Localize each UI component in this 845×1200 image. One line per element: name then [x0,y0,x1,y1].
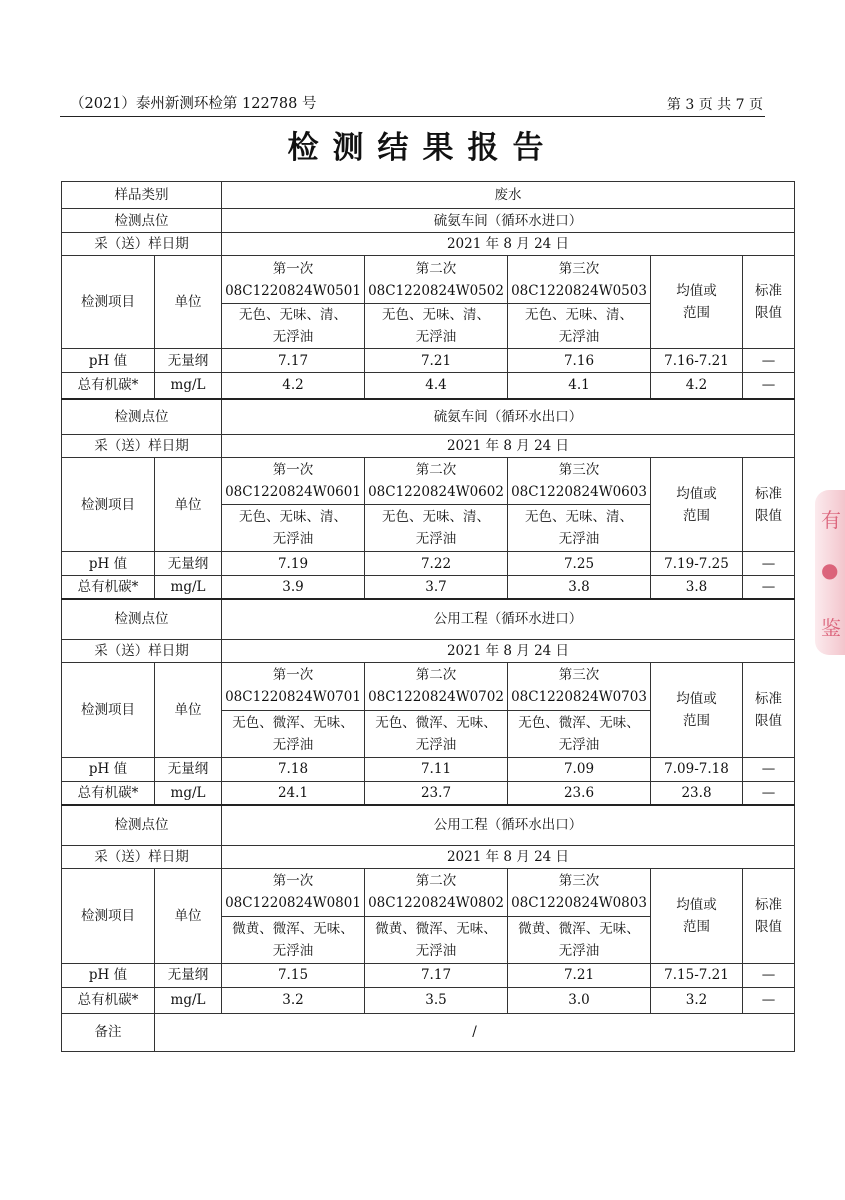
date-label: 采（送）样日期 [62,435,222,458]
item-unit: mg/L [155,987,222,1013]
appearance-cell: 无色、微浑、无味、 无浮油 [365,710,508,757]
item-name: pH 值 [62,552,155,576]
avg-header: 均值或 范围 [651,868,743,963]
page-info: 第 3 页 共 7 页 [666,97,763,113]
item-header: 检测项目 [62,256,155,349]
date-value: 2021 年 8 月 24 日 [222,639,795,662]
result-value: 23.7 [365,781,508,805]
item-name: pH 值 [62,963,155,987]
result-value: 7.17 [222,349,365,373]
limit-header: 标准 限值 [743,458,795,552]
item-header: 检测项目 [62,868,155,963]
limit-value: — [743,552,795,576]
red-seal-stamp: 有 ● 鉴 [815,490,845,655]
result-value: 3.7 [365,576,508,600]
appearance-cell: 无色、微浑、无味、 无浮油 [508,710,651,757]
item-name: pH 值 [62,349,155,373]
result-value: 3.8 [508,576,651,600]
avg-value: 4.2 [651,373,743,399]
item-unit: 无量纲 [155,963,222,987]
result-value: 24.1 [222,781,365,805]
appearance-cell: 微黄、微浑、无味、 无浮油 [508,916,651,963]
result-value: 3.0 [508,987,651,1013]
avg-value: 7.09-7.18 [651,757,743,781]
appearance-cell: 无色、无味、清、 无浮油 [508,505,651,552]
unit-header: 单位 [155,256,222,349]
avg-value: 23.8 [651,781,743,805]
appearance-cell: 无色、无味、清、 无浮油 [365,304,508,349]
limit-value: — [743,987,795,1013]
appearance-cell: 无色、无味、清、 无浮油 [222,505,365,552]
appearance-cell: 微黄、微浑、无味、 无浮油 [365,916,508,963]
result-value: 4.4 [365,373,508,399]
point-label: 检测点位 [62,805,222,845]
date-label: 采（送）样日期 [62,233,222,256]
sample-code-cell: 第一次 08C1220824W0601 [222,458,365,505]
sample-code-cell: 第二次 08C1220824W0602 [365,458,508,505]
appearance-cell: 微黄、微浑、无味、 无浮油 [222,916,365,963]
item-unit: mg/L [155,576,222,600]
result-value: 3.9 [222,576,365,600]
result-value: 7.17 [365,963,508,987]
unit-header: 单位 [155,868,222,963]
item-header: 检测项目 [62,662,155,757]
remark-value: / [155,1013,795,1051]
result-value: 7.15 [222,963,365,987]
sample-code-cell: 第一次 08C1220824W0801 [222,868,365,916]
result-value: 4.2 [222,373,365,399]
sample-code-cell: 第一次 08C1220824W0501 [222,256,365,304]
results-table [61,181,795,1052]
result-value: 23.6 [508,781,651,805]
avg-header: 均值或 范围 [651,662,743,757]
report-number: （2021）泰州新测环检第 122788 号 [70,96,317,112]
appearance-cell: 无色、无味、清、 无浮油 [365,505,508,552]
item-name: 总有机碳* [62,373,155,399]
point-label: 检测点位 [62,209,222,233]
unit-header: 单位 [155,662,222,757]
item-unit: mg/L [155,373,222,399]
avg-header: 均值或 范围 [651,458,743,552]
result-value: 3.2 [222,987,365,1013]
unit-header: 单位 [155,458,222,552]
sample-code-cell: 第三次 08C1220824W0803 [508,868,651,916]
remark-label: 备注 [62,1013,155,1051]
appearance-cell: 无色、无味、清、 无浮油 [508,304,651,349]
point-value: 硫氨车间（循环水进口） [222,209,795,233]
result-value: 7.19 [222,552,365,576]
limit-value: — [743,963,795,987]
avg-value: 7.15-7.21 [651,963,743,987]
point-value: 公用工程（循环水出口） [222,805,795,845]
limit-value: — [743,373,795,399]
result-value: 7.22 [365,552,508,576]
avg-value: 7.16-7.21 [651,349,743,373]
avg-header: 均值或 范围 [651,256,743,349]
result-value: 7.21 [508,963,651,987]
date-value: 2021 年 8 月 24 日 [222,435,795,458]
result-value: 7.09 [508,757,651,781]
item-name: 总有机碳* [62,781,155,805]
date-value: 2021 年 8 月 24 日 [222,845,795,868]
sample-code-cell: 第三次 08C1220824W0703 [508,662,651,710]
item-unit: mg/L [155,781,222,805]
avg-value: 7.19-7.25 [651,552,743,576]
limit-value: — [743,757,795,781]
sample-type-value: 废水 [222,182,795,209]
limit-value: — [743,781,795,805]
avg-value: 3.2 [651,987,743,1013]
sample-type-label: 样品类别 [62,182,222,209]
result-value: 4.1 [508,373,651,399]
appearance-cell: 无色、微浑、无味、 无浮油 [222,710,365,757]
limit-value: — [743,349,795,373]
result-value: 7.16 [508,349,651,373]
report-title: 检测结果报告 [287,130,558,166]
avg-value: 3.8 [651,576,743,600]
date-label: 采（送）样日期 [62,845,222,868]
point-label: 检测点位 [62,399,222,435]
report-header [60,92,765,117]
item-name: pH 值 [62,757,155,781]
sample-code-cell: 第三次 08C1220824W0503 [508,256,651,304]
limit-header: 标准 限值 [743,868,795,963]
point-label: 检测点位 [62,599,222,639]
item-name: 总有机碳* [62,987,155,1013]
limit-header: 标准 限值 [743,256,795,349]
item-unit: 无量纲 [155,349,222,373]
sample-code-cell: 第一次 08C1220824W0701 [222,662,365,710]
sample-code-cell: 第二次 08C1220824W0502 [365,256,508,304]
sample-code-cell: 第二次 08C1220824W0702 [365,662,508,710]
appearance-cell: 无色、无味、清、 无浮油 [222,304,365,349]
result-value: 7.11 [365,757,508,781]
item-unit: 无量纲 [155,552,222,576]
result-value: 7.18 [222,757,365,781]
item-header: 检测项目 [62,458,155,552]
result-value: 7.25 [508,552,651,576]
item-name: 总有机碳* [62,576,155,600]
item-unit: 无量纲 [155,757,222,781]
sample-code-cell: 第二次 08C1220824W0802 [365,868,508,916]
limit-header: 标准 限值 [743,662,795,757]
date-label: 采（送）样日期 [62,639,222,662]
point-value: 公用工程（循环水进口） [222,599,795,639]
result-value: 7.21 [365,349,508,373]
result-value: 3.5 [365,987,508,1013]
sample-code-cell: 第三次 08C1220824W0603 [508,458,651,505]
date-value: 2021 年 8 月 24 日 [222,233,795,256]
point-value: 硫氨车间（循环水出口） [222,399,795,435]
limit-value: — [743,576,795,600]
